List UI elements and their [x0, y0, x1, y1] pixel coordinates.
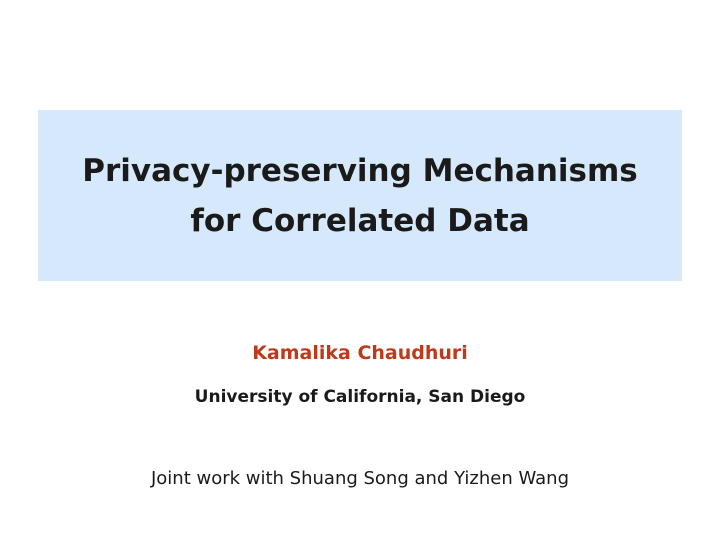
title-box — [38, 110, 682, 281]
title-line-2: for Correlated Data — [190, 202, 530, 239]
title-line-1: Privacy-preserving Mechanisms — [82, 152, 638, 189]
author-affiliation: University of California, San Diego — [194, 387, 526, 407]
joint-work-credit: Joint work with Shuang Song and Yizhen Wang — [150, 468, 570, 489]
author-name: Kamalika Chaudhuri — [252, 342, 468, 364]
